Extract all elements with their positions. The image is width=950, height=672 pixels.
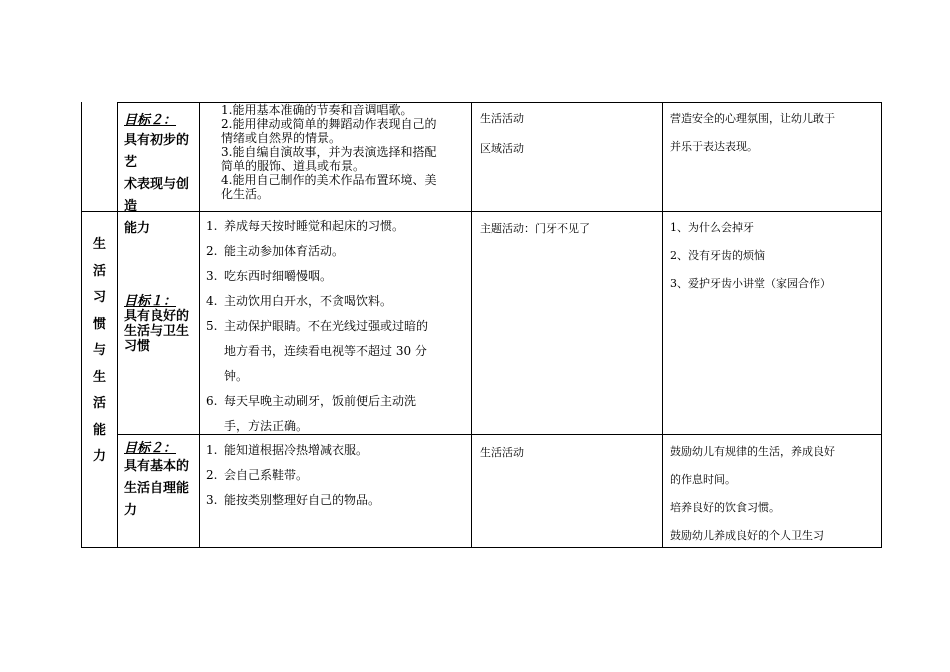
item-text: 养成每天按时睡觉和起床的习惯。 bbox=[224, 219, 405, 233]
requirement-item bbox=[206, 364, 468, 389]
item-text: 地方看书，连续看电视等不超过 30 分 bbox=[224, 344, 427, 358]
requirement-line: 化生活。 bbox=[221, 187, 270, 201]
item-number: 2. bbox=[206, 468, 218, 482]
requirement-item bbox=[206, 239, 468, 264]
category-char: 与 bbox=[92, 343, 106, 358]
item-text: 会自己系鞋带。 bbox=[224, 468, 309, 482]
item-text: 主动保护眼睛。不在光线过强或过暗的 bbox=[224, 319, 429, 333]
note-line: 营造安全的心理氛围，让幼儿敢于 bbox=[670, 112, 835, 125]
grid-line bbox=[662, 102, 663, 548]
category-char: 生 bbox=[92, 369, 106, 385]
goal-title-line: 力 bbox=[124, 503, 138, 518]
goal-title-line: 具有良好的 bbox=[124, 309, 190, 324]
requirements-cell bbox=[221, 103, 471, 201]
requirement-item bbox=[206, 214, 468, 239]
item-number: 6. bbox=[206, 394, 218, 408]
notes-cell bbox=[670, 105, 880, 161]
grid-line bbox=[471, 102, 472, 548]
note-line: 培养良好的饮食习惯。 bbox=[670, 501, 780, 514]
category-label bbox=[82, 232, 117, 471]
item-number bbox=[206, 414, 224, 439]
requirement-item bbox=[206, 389, 468, 414]
activity-cell bbox=[480, 438, 660, 468]
category-char: 生 bbox=[92, 237, 106, 252]
requirement-item bbox=[206, 289, 468, 314]
note-line: 1、为什么会掉牙 bbox=[670, 221, 754, 234]
activity-item: 生活活动 bbox=[480, 112, 524, 125]
requirements-cell bbox=[206, 214, 468, 439]
activity-item: 主题活动：门牙不见了 bbox=[480, 222, 590, 235]
category-char: 活 bbox=[92, 396, 106, 411]
notes-cell bbox=[670, 438, 880, 550]
note-line: 鼓励幼儿养成良好的个人卫生习 bbox=[670, 529, 824, 542]
category-char: 习 bbox=[92, 290, 106, 305]
category-char: 活 bbox=[92, 263, 106, 279]
goal-title-line: 生活自理能 bbox=[124, 481, 190, 496]
requirement-item bbox=[206, 438, 468, 463]
goal-title-line: 术表现与创造 bbox=[124, 177, 190, 214]
note-line: 并乐于表达表现。 bbox=[670, 140, 758, 153]
category-char: 能 bbox=[92, 422, 106, 438]
grid-line bbox=[881, 102, 882, 548]
category-char: 力 bbox=[92, 449, 106, 464]
goal-title-line: 能力 bbox=[124, 221, 151, 236]
requirement-line: 3.能自编自演故事，并为表演选择和搭配 bbox=[221, 145, 437, 159]
goal-title-line: 具有基本的 bbox=[124, 459, 190, 474]
grid-line bbox=[199, 102, 200, 548]
item-number: 1. bbox=[206, 219, 218, 233]
item-number: 4. bbox=[206, 294, 218, 308]
notes-cell bbox=[670, 214, 880, 298]
item-text: 主动饮用白开水，不贪喝饮料。 bbox=[224, 294, 393, 308]
item-text: 能按类别整理好自己的物品。 bbox=[224, 493, 381, 507]
item-number: 5. bbox=[206, 319, 218, 333]
requirement-line: 1.能用基本准确的节奏和音调唱歌。 bbox=[221, 103, 413, 117]
item-number: 3. bbox=[206, 493, 218, 507]
category-char: 惯 bbox=[92, 316, 106, 332]
item-text: 吃东西时细嚼慢咽。 bbox=[224, 269, 333, 283]
item-text: 手，方法正确。 bbox=[224, 419, 309, 433]
item-number: 3. bbox=[206, 269, 218, 283]
note-line: 鼓励幼儿有规律的生活，养成良好 bbox=[670, 445, 835, 458]
goal-tag: 目标２： bbox=[124, 113, 177, 128]
item-text: 能主动参加体育活动。 bbox=[224, 244, 345, 258]
activity-cell bbox=[480, 214, 660, 244]
item-number: 1. bbox=[206, 443, 218, 457]
goal-cell bbox=[124, 437, 198, 522]
item-text: 每天早晚主动刷牙，饭前便后主动洗 bbox=[224, 394, 417, 408]
goal-cell bbox=[124, 109, 198, 240]
item-text: 能知道根据冷热增减衣服。 bbox=[224, 443, 369, 457]
grid-line bbox=[81, 211, 882, 212]
goal-title-line: 具有初步的艺 bbox=[124, 133, 190, 170]
goal-title-line: 习惯 bbox=[124, 339, 151, 354]
requirement-item bbox=[206, 264, 468, 289]
item-number bbox=[206, 339, 224, 364]
requirement-line: 4.能用自己制作的美术作品布置环境、美 bbox=[221, 173, 437, 187]
activity-cell bbox=[480, 104, 660, 164]
activity-item: 生活活动 bbox=[480, 446, 524, 459]
requirements-cell bbox=[206, 438, 468, 513]
goal-tag: 目标２： bbox=[124, 441, 177, 456]
requirement-line: 简单的服饰、道具或布景。 bbox=[221, 159, 366, 173]
requirement-item bbox=[206, 463, 468, 488]
item-number: 2. bbox=[206, 244, 218, 258]
goal-cell bbox=[124, 290, 198, 354]
note-line: 的作息时间。 bbox=[670, 473, 736, 486]
grid-line bbox=[117, 102, 118, 548]
requirement-item bbox=[206, 414, 468, 439]
requirement-item bbox=[206, 314, 468, 339]
activity-item: 区域活动 bbox=[480, 142, 524, 155]
note-line: 3、爱护牙齿小讲堂（家园合作） bbox=[670, 277, 831, 290]
goal-title-line: 生活与卫生 bbox=[124, 324, 190, 339]
item-text: 钟。 bbox=[224, 369, 249, 383]
requirement-line: 情绪或自然界的情景。 bbox=[221, 131, 342, 145]
goal-tag: 目标１： bbox=[124, 294, 177, 309]
requirement-item bbox=[206, 488, 468, 513]
item-number bbox=[206, 364, 224, 389]
requirement-item bbox=[206, 339, 468, 364]
note-line: 2、没有牙齿的烦恼 bbox=[670, 249, 765, 262]
requirement-line: 2.能用律动或简单的舞蹈动作表现自己的 bbox=[221, 117, 437, 131]
